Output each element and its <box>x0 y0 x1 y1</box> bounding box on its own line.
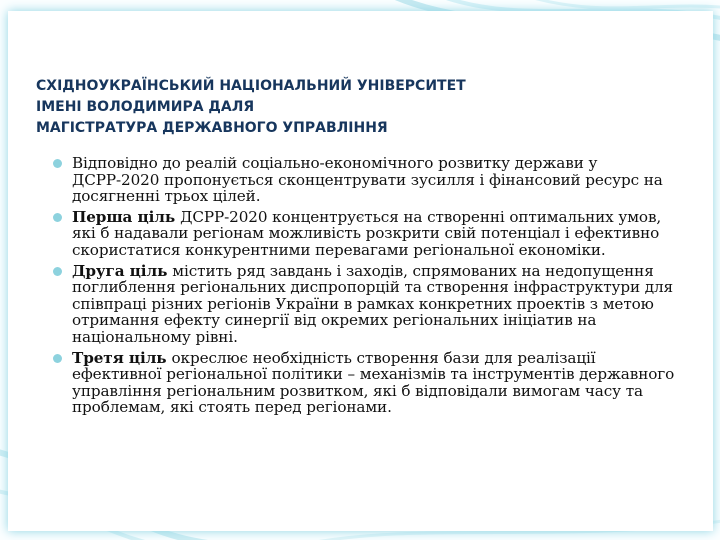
bullet-text: окреслює необхідність створення бази для реалізації ефективної регіональної політики – механізмів та інструментів державного управління регіональним розвитком, які б відповідали вимогам часу та проблемам, які стоять перед регіонами. <box>72 348 675 417</box>
title-line-department: МАГІСТРАТУРА ДЕРЖАВНОГО УПРАВЛІННЯ <box>36 120 388 136</box>
page-title <box>36 76 636 139</box>
title-line-university: СХІДНОУКРАЇНСЬКИЙ НАЦІОНАЛЬНИЙ УНІВЕРСИТЕТ <box>36 78 466 94</box>
bullet-text: ДСРР-2020 концентрується на створенні оптимальних умов, які б надавали регіонам можливість розкрити свій потенціал і ефективно скористатися конкурентними перевагами регіональної економіки. <box>72 207 662 259</box>
list-item <box>52 350 678 416</box>
bullet-lead: Перша ціль <box>72 207 176 226</box>
list-item <box>52 263 678 346</box>
bullet-text: Відповідно до реалій соціально-економічного розвитку держави у ДСРР-2020 пропонується сконцентрувати зусилля і фінансовий ресурс на досягненні трьох цілей. <box>72 154 663 206</box>
bullet-lead: Третя ціль <box>72 348 167 367</box>
list-item <box>52 209 678 259</box>
bullet-lead: Друга ціль <box>72 261 168 280</box>
bullet-icon <box>53 354 62 363</box>
list-item <box>52 155 678 205</box>
bullet-icon <box>53 159 62 168</box>
bullet-icon <box>53 213 62 222</box>
title-line-university-name: ІМЕНІ ВОЛОДИМИРА ДАЛЯ <box>36 99 255 115</box>
bullet-text: містить ряд завдань і заходів, спрямованих на недопущення поглиблення регіональних диспропорцій та створення інфраструктури для співпраці різних регіонів України в рамках конкретних проектів з метою отримання ефекту синергії від окремих регіональних ініціатив на національному рівні. <box>72 261 674 346</box>
bullet-icon <box>53 267 62 276</box>
bullet-list <box>52 155 678 420</box>
